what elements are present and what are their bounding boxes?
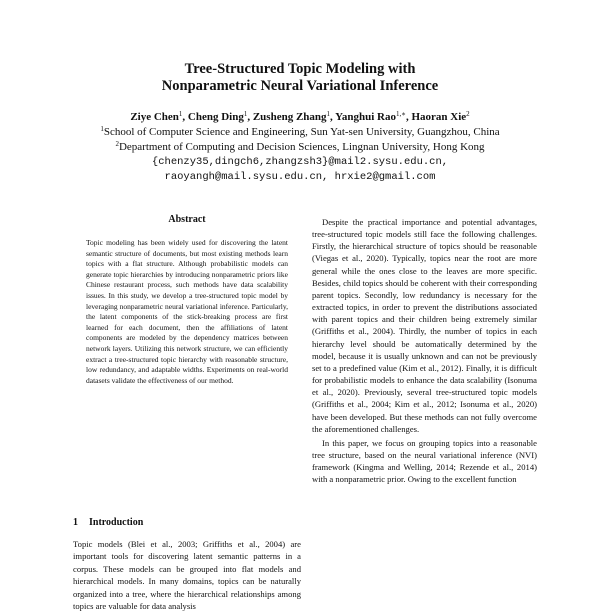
author-sup: 2: [466, 110, 470, 118]
author-name: Cheng Ding: [187, 111, 244, 123]
section-number: 1: [73, 517, 78, 528]
section-title: Introduction: [89, 517, 144, 528]
title-line-1: Tree-Structured Topic Modeling with: [184, 61, 416, 77]
author-names: Ziye Chen$^1$, Cheng Ding$^1$, Zusheng Zhang$^1$, Yanghui Rao$^{1,∗}$, Haoran Xie$^2$: [130, 110, 470, 123]
author-sup: 1: [178, 110, 183, 118]
email-line-1: {chenzy35,dingch6,zhangzsh3}@mail2.sysu.edu.cn,: [151, 156, 449, 168]
author-name: Zusheng Zhang: [252, 111, 327, 123]
paragraph: In this paper, we focus on grouping topics into a reasonable tree structure, based on the neural variational inference (NVI) framework (Kingma and Welling, 2014; Rezende et al., 2014) with a nonparametric prior. Owing to the excellent function: [312, 437, 537, 485]
affiliation-text: Department of Computing and Decision Sciences, Lingnan University, Hong Kong: [118, 141, 485, 153]
author-name: Yanghui Rao: [335, 111, 396, 123]
abstract-heading: Abstract: [168, 214, 206, 225]
affiliation-2: [30, 140, 570, 155]
title-line-2: Nonparametric Neural Variational Inference: [161, 78, 439, 94]
right-column: [312, 216, 537, 485]
author-sup: 1,∗: [395, 110, 406, 118]
abstract-text: Topic modeling has been widely used for discovering the latent semantic structure of documents, but most existing methods learn topics with a flat structure. Although probabilistic models can generate topic hierarchies by introducing nonparametric priors like Chinese restaurant process, such methods have data scalability issues. In this study, we develop a tree-structured topic model by leveraging nonparametric neural variational inference. Particularly, the latent components of the stick-breaking process are first learned for each document, then the affiliations of latent components are modeled by the dependency matrices between network layers. Utilizing this network structure, we can efficiently extract a tree-structured topic hierarchy with reasonable structure, low redundancy, and adaptable widths. Experiments on real-world datasets validate the effectiveness of our method.: [86, 238, 288, 385]
author-sup: 1: [243, 110, 248, 118]
affiliation-sup: 2: [115, 140, 119, 148]
author-name: Haoran Xie: [411, 111, 467, 123]
paragraph: Despite the practical importance and potential advantages, tree-structured topic models still face the following challenges. Firstly, the hierarchical structure of topics should be reasonable (Viegas et al., 2020). Typically, topics near the root are more general while the ones close to the leaves are more specific. Besides, child topics should be coherent with their corresponding parent topics. Secondly, low redundancy is necessary for the extracted topics, in order to prevent the distributions associated with parent topics and their children being extremely similar (Griffiths et al., 2004). Thirdly, the number of topics in each hierarchy level should be automatically determined by the model, because it is usually unknown and can not be previously set to a predefined value (Kim et al., 2012). Finally, it is difficult for probabilistic models to enhance the data scalability (Isonuma et al., 2020). Previously, several tree-structured topic models (Griffiths et al., 2004; Kim et al., 2012; Isonuma et al., 2020) have been developed. But these methods can not fully overcome the aforementioned challenges.: [312, 217, 537, 434]
affiliation-text: School of Computer Science and Engineering, Sun Yat-sen University, Guangzhou, China: [103, 126, 500, 138]
intro-text: Topic models (Blei et al., 2003; Griffiths et al., 2004) are important tools for discovering latent semantic patterns in a corpus. These models can be grouped into flat models and hierarchical models. In many domains, topics can be naturally organized into a tree, where the hierarchical relationships among topics are valuable for data analysis: [73, 539, 301, 612]
paper-title: [40, 61, 560, 95]
affiliation-sup: 1: [100, 125, 104, 133]
email-line-2: raoyangh@mail.sysu.edu.cn, hrxie2@gmail.com: [164, 171, 436, 183]
section-heading: [73, 517, 143, 528]
author-block: [30, 110, 570, 185]
author-name: Ziye Chen: [130, 111, 179, 123]
affiliation-1: [30, 125, 570, 140]
author-sup: 1: [326, 110, 331, 118]
